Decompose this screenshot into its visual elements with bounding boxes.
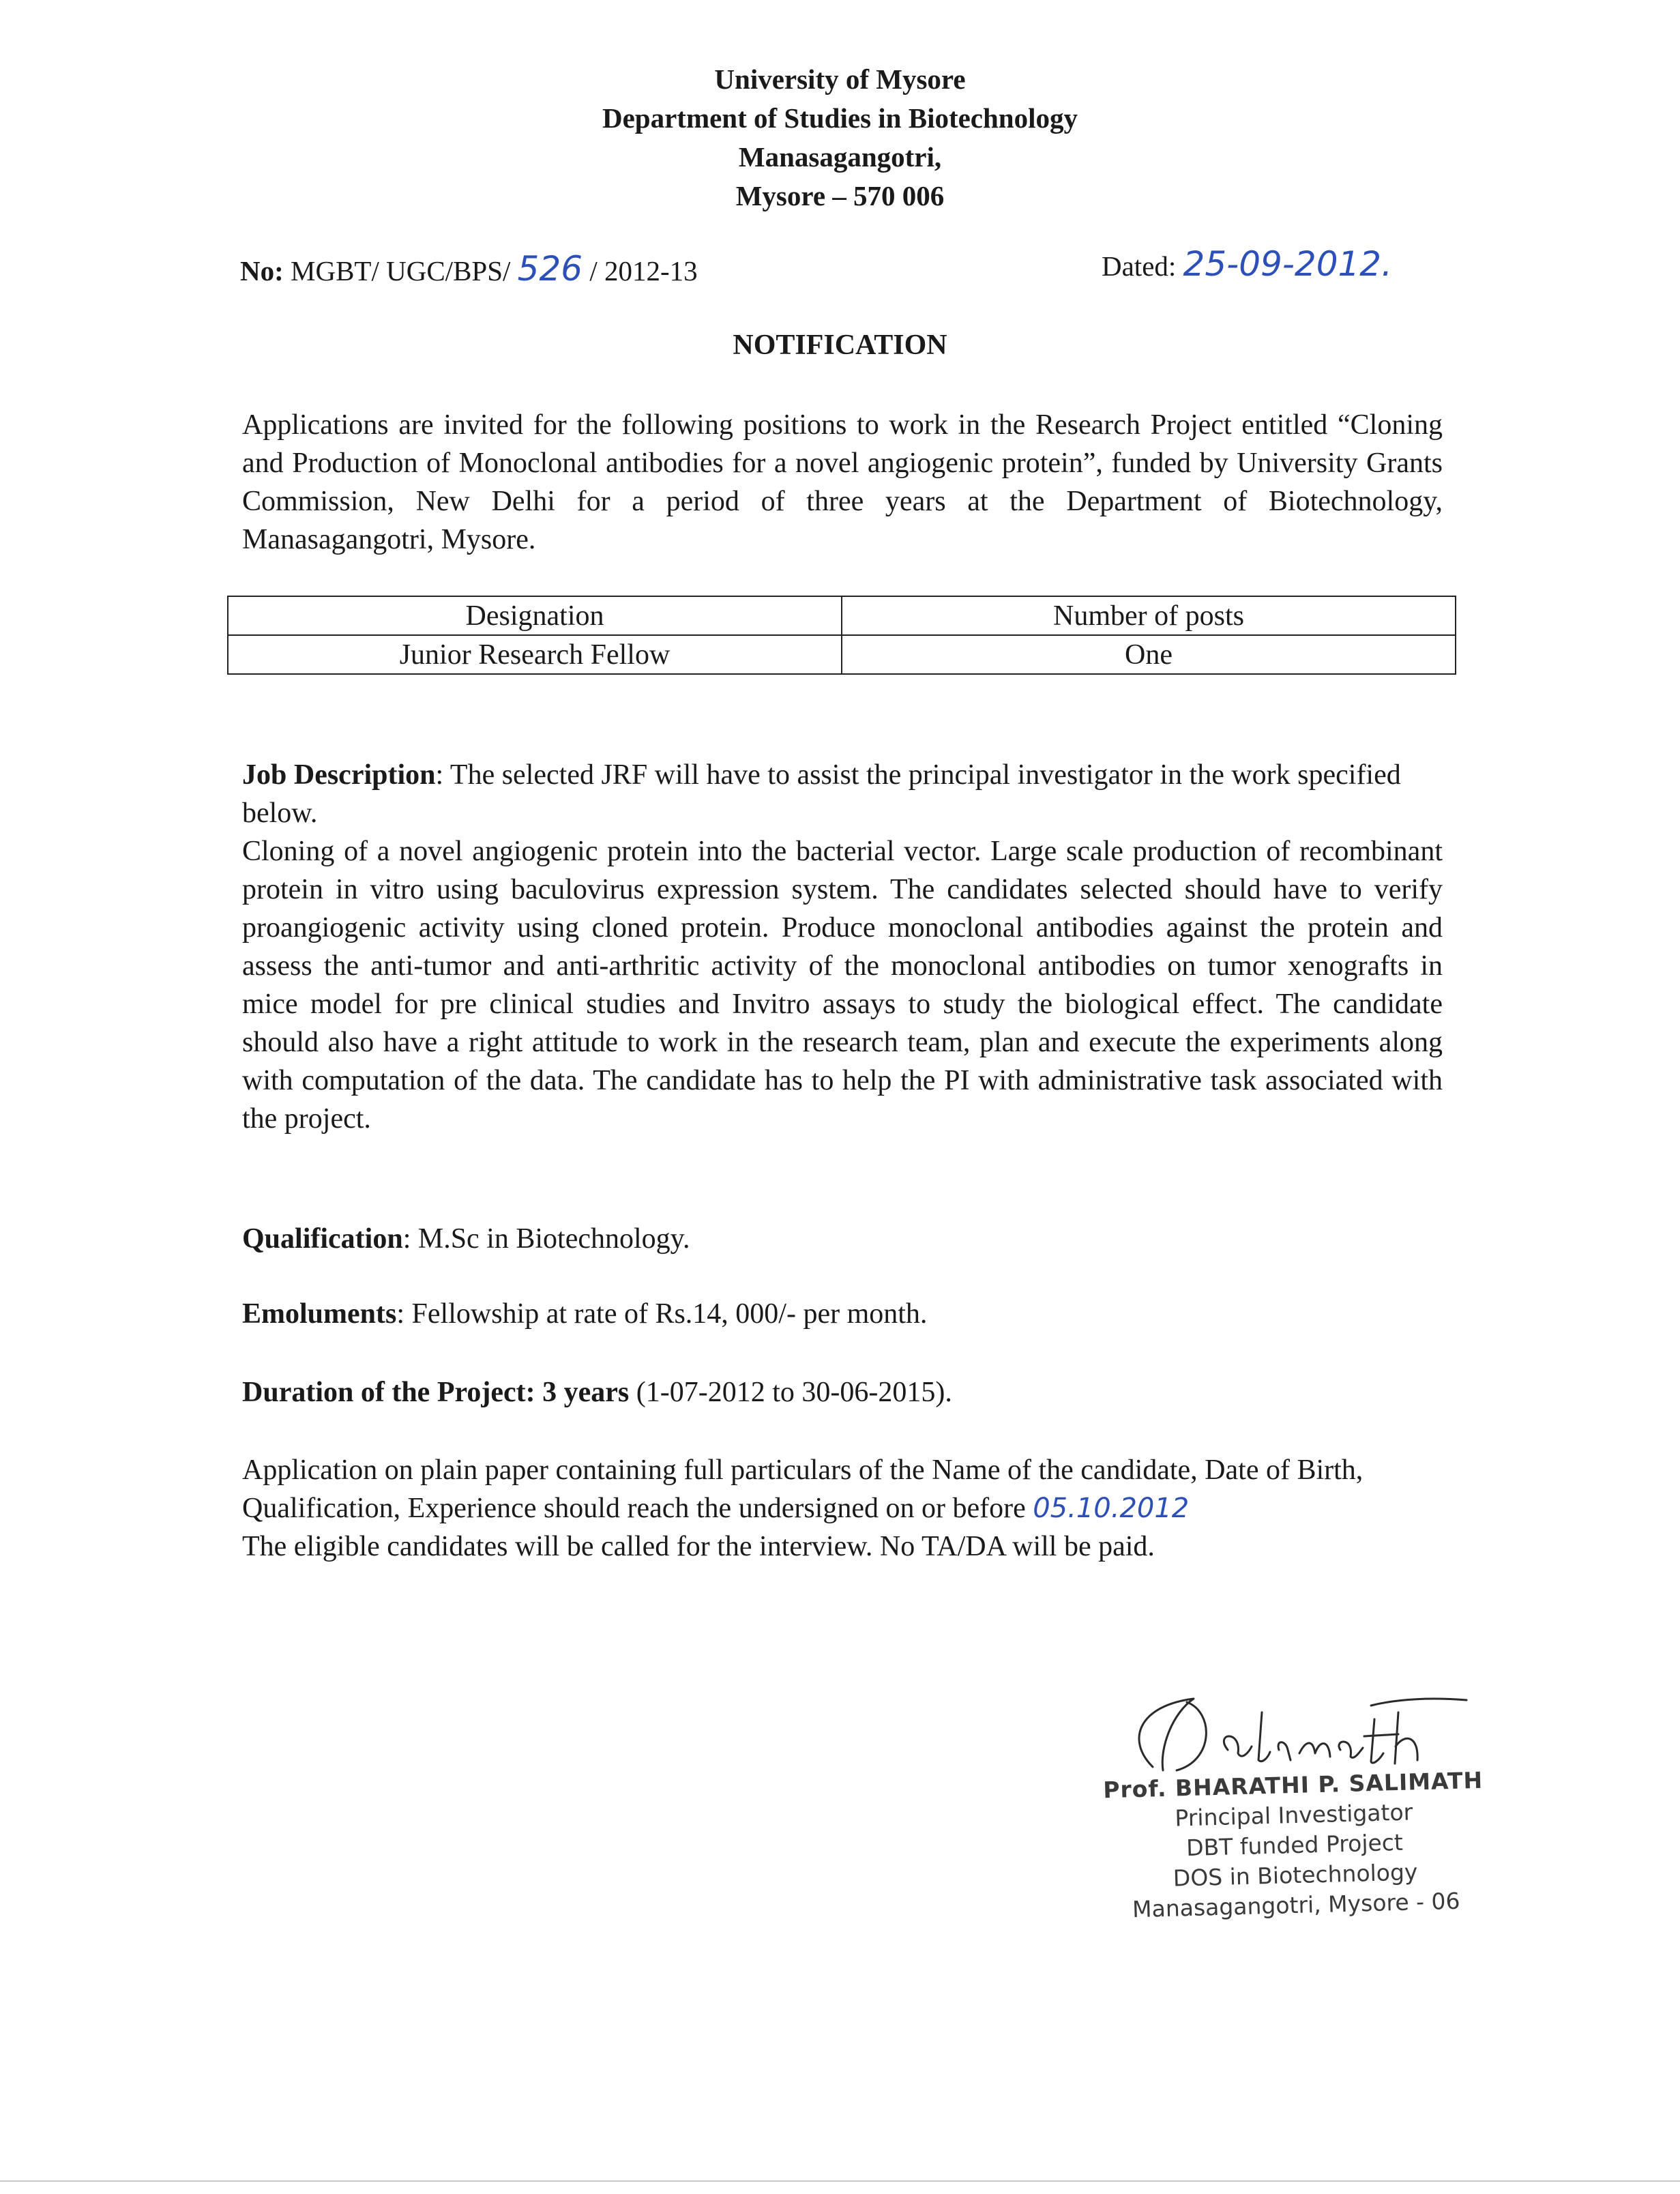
reference-handwritten-number: 526 xyxy=(517,249,583,289)
intro-paragraph: Applications are invited for the following positions to work in the Research Project entitled “Cloning and Production of Monoclonal antibodies for a novel angiogenic protein”, funded by University Grants Commission, New Delhi for a period of three years at the Department of Biotechnology, Manasagangotri, Mysore. xyxy=(242,409,1443,555)
application-instructions xyxy=(242,1451,1443,1566)
job-description-label: Job Description xyxy=(242,759,436,791)
job-description-intro: : The selected JRF will have to assist the principal investigator in the work specified below. xyxy=(242,759,1401,829)
job-description xyxy=(242,756,1443,1138)
city-pincode: Mysore – 570 006 xyxy=(735,180,945,211)
duration-label: Duration of the Project: 3 years xyxy=(242,1377,630,1408)
job-description-details: Cloning of a novel angiogenic protein into the bacterial vector. Large scale production of recombinant protein in vitro using baculovirus expression system. The candidates selected should have to verify proangiogenic activity using cloned protein. Produce monoclonal antibodies against the protein and assess the anti-tumor and anti-arthritic activity of the monoclonal antibodies on tumor xenografts in mice model for pre clinical studies and Invitro assays to study the biological effect. The candidate should also have a right attitude to work in the research team, plan and execute the experiments along with computation of the data. The candidate has to help the PI with administrative task associated with the project. xyxy=(242,836,1443,1135)
qualification-value: : M.Sc in Biotechnology. xyxy=(402,1223,690,1255)
scan-edge-line xyxy=(0,2180,1680,2182)
reference-suffix: / 2012-13 xyxy=(589,255,698,287)
project-duration xyxy=(242,1373,1443,1412)
application-text: Application on plain paper containing full particulars of the Name of the candidate, Date of Birth, Qualification, Experience should reach the undersigned on or before xyxy=(242,1454,1364,1524)
notification-title: NOTIFICATION xyxy=(733,330,947,361)
qualification xyxy=(242,1220,1443,1258)
reference-prefix: MGBT/ UGC/BPS/ xyxy=(291,255,511,287)
positions-table xyxy=(227,596,1456,675)
department-name: Department of Studies in Biotechnology xyxy=(602,102,1078,134)
university-name: University of Mysore xyxy=(714,63,966,95)
campus-name: Manasagangotri, xyxy=(738,141,942,173)
reference-number xyxy=(240,249,698,289)
table-row xyxy=(228,635,1456,674)
official-stamp xyxy=(1088,1765,1501,1926)
stamp-project: DBT funded Project xyxy=(1185,1828,1404,1862)
duration-value: (1-07-2012 to 30-06-2015). xyxy=(629,1377,952,1408)
table-cell-designation: Junior Research Fellow xyxy=(228,635,842,674)
emoluments xyxy=(242,1295,1443,1333)
table-header-designation: Designation xyxy=(228,596,842,635)
dated-label: Dated: xyxy=(1102,250,1177,282)
table-cell-posts: One xyxy=(842,635,1456,674)
emoluments-value: : Fellowship at rate of Rs.14, 000/- per month. xyxy=(396,1298,928,1330)
table-header-posts: Number of posts xyxy=(842,596,1456,635)
qualification-label: Qualification xyxy=(242,1223,403,1255)
stamp-designation: Principal Investigator xyxy=(1174,1798,1413,1832)
stamp-address: Manasagangotri, Mysore - 06 xyxy=(1132,1887,1460,1923)
letterhead xyxy=(0,60,1680,216)
stamp-name: Prof. BHARATHI P. SALIMATH xyxy=(1102,1766,1484,1804)
dated xyxy=(1102,244,1392,284)
table-header-row xyxy=(228,596,1456,635)
application-deadline-handwritten: 05.10.2012 xyxy=(1033,1493,1190,1524)
dated-handwritten-value: 25-09-2012. xyxy=(1183,244,1393,284)
emoluments-label: Emoluments xyxy=(242,1298,397,1330)
application-closing: The eligible candidates will be called for the interview. No TA/DA will be paid. xyxy=(242,1531,1155,1562)
reference-label: No: xyxy=(240,255,284,287)
stamp-department: DOS in Biotechnology xyxy=(1173,1858,1418,1892)
